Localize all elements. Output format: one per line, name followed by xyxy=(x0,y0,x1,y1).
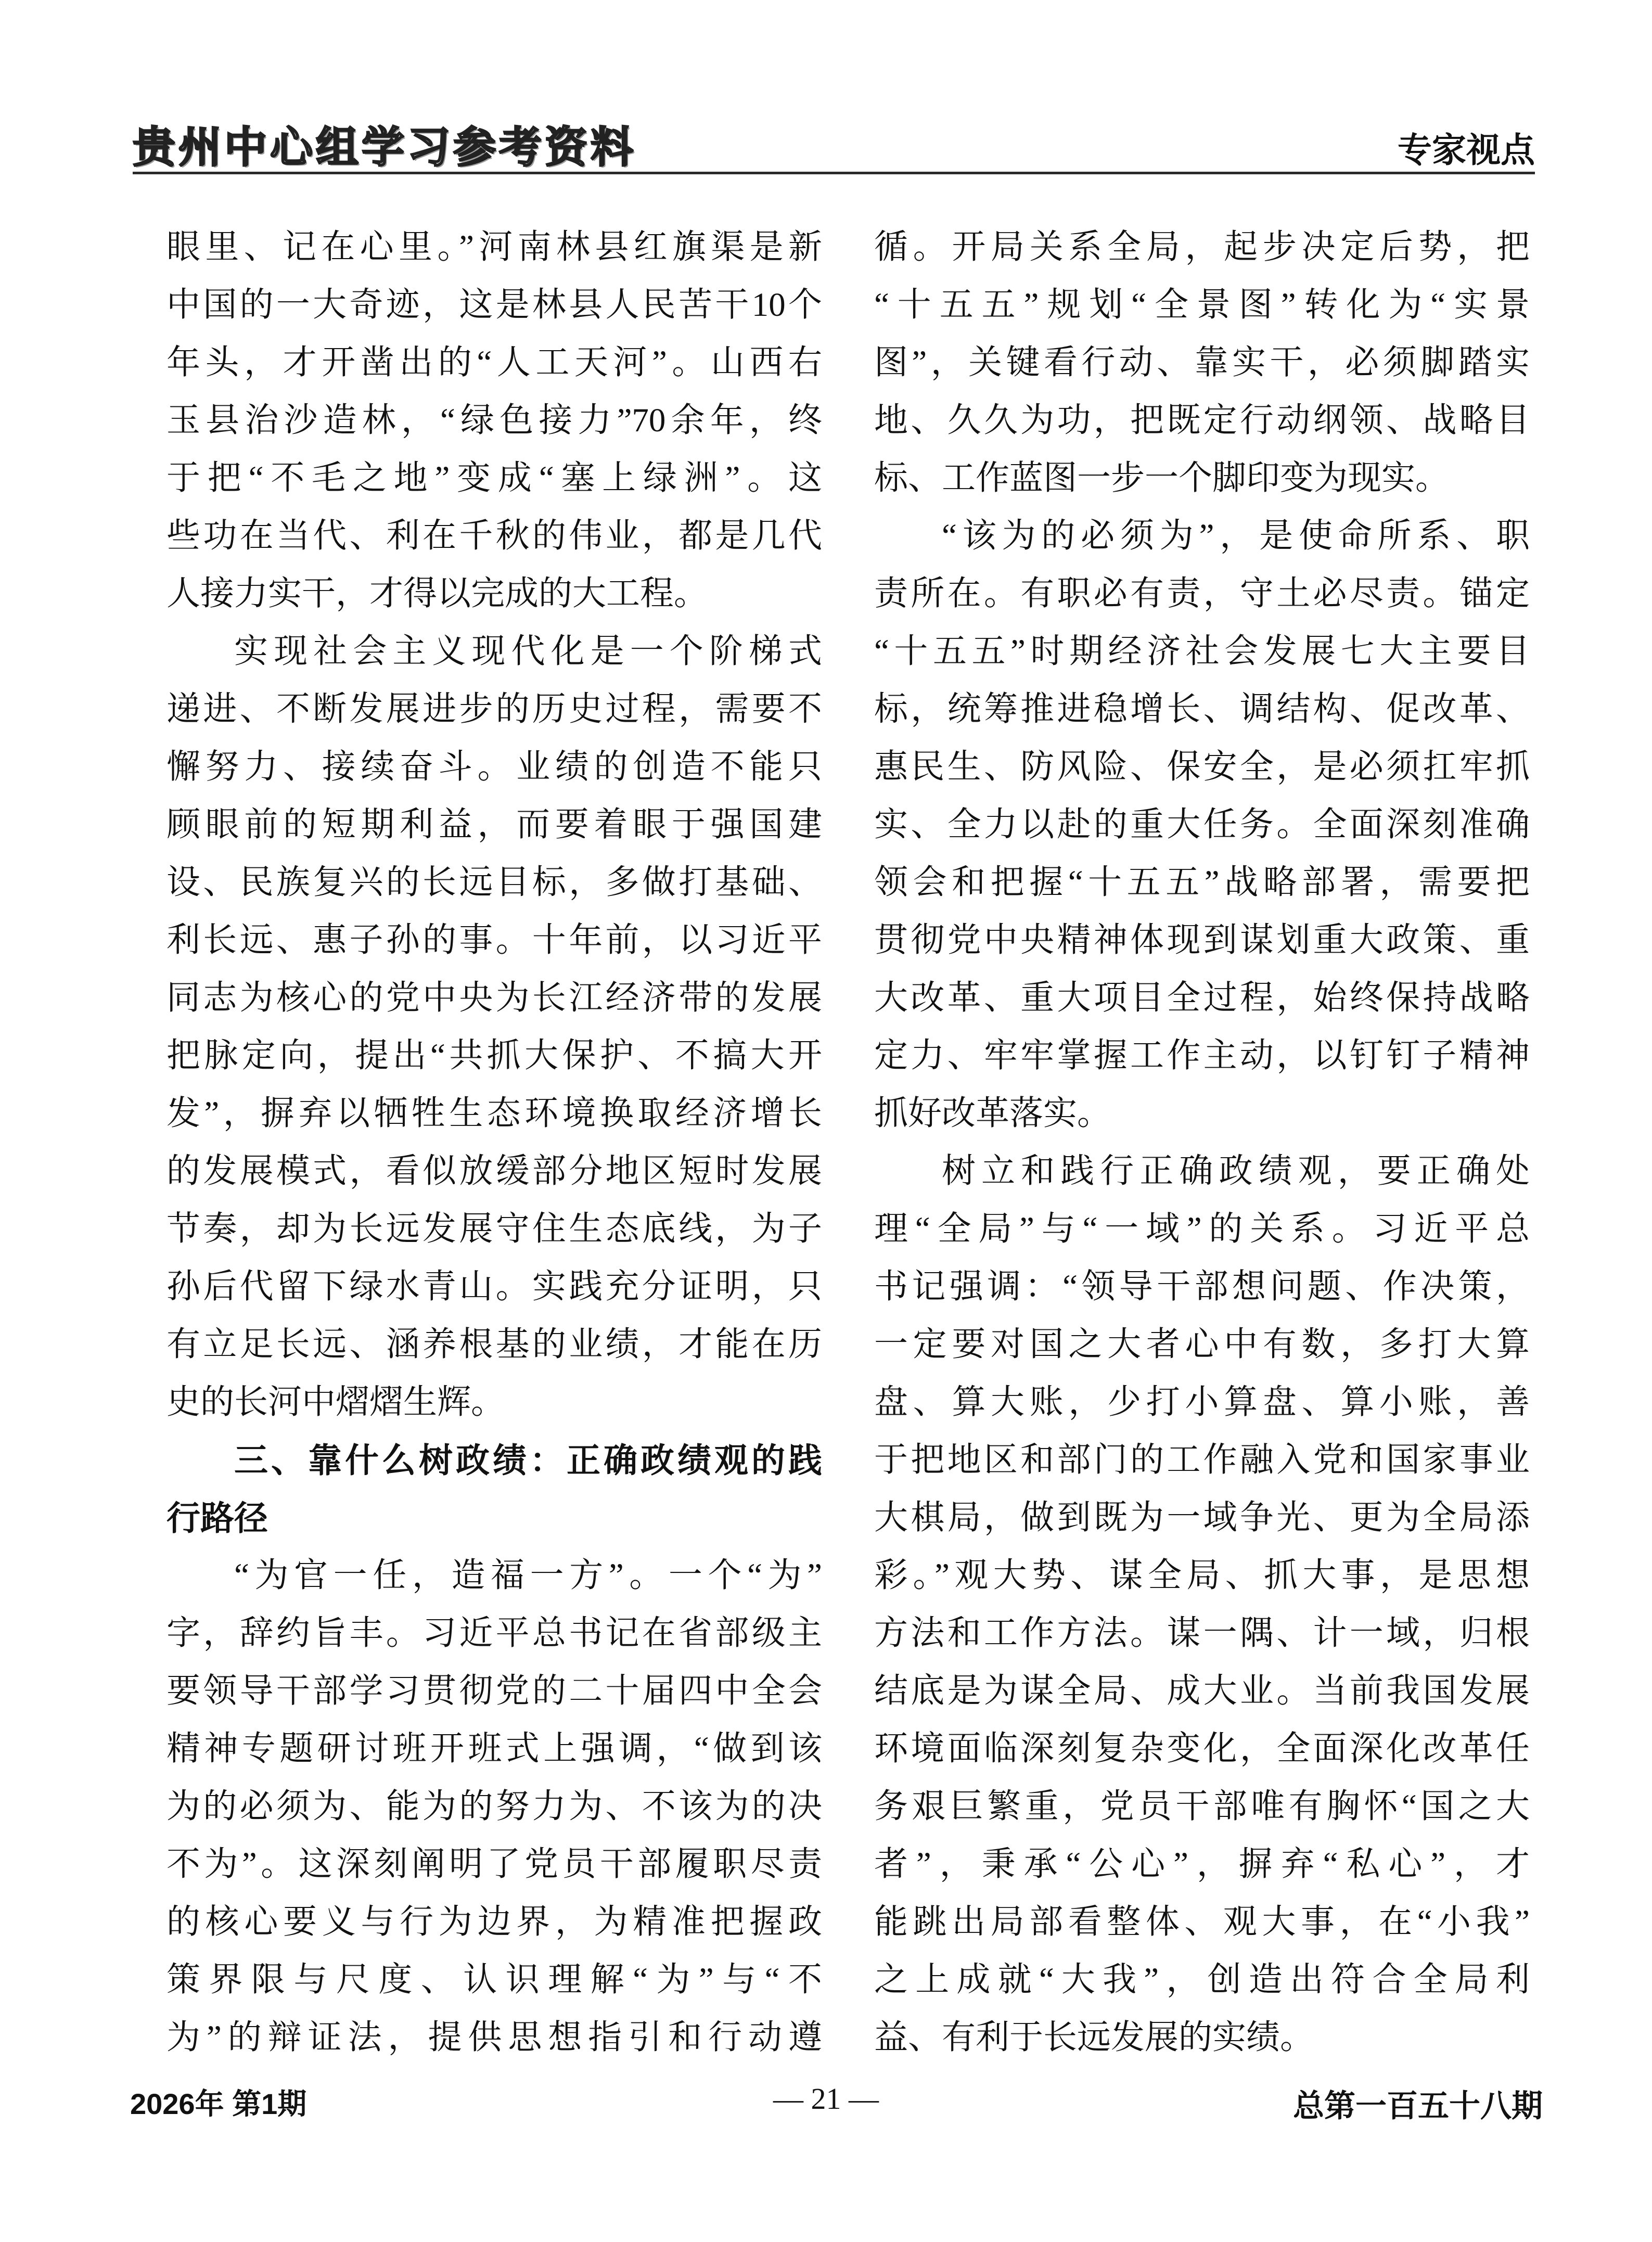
text-line: “十五五”规划“全景图”转化为“实景 xyxy=(874,286,1530,324)
text-line: 方法和工作方法。谋一隅、计一域，归根 xyxy=(874,1615,1530,1652)
text-line: 环境面临深刻复杂变化，全面深化改革任 xyxy=(874,1730,1530,1767)
text-line: 些功在当代、利在千秋的伟业，都是几代 xyxy=(167,517,822,555)
text-line: 实现社会主义现代化是一个阶梯式 xyxy=(234,633,822,670)
text-line: 领会和把握“十五五”战略部署，需要把 xyxy=(874,864,1530,901)
text-line: 标，统筹推进稳增长、调结构、促改革、 xyxy=(874,690,1530,728)
text-line: 责所在。有职必有责，守土必尽责。锚定 xyxy=(874,575,1530,612)
text-line: 为”的辩证法，提供思想指引和行动遵 xyxy=(167,2019,822,2056)
text-line: 盘、算大账，少打小算盘、算小账，善 xyxy=(874,1383,1530,1421)
text-line: 人接力实干，才得以完成的大工程。 xyxy=(167,575,708,612)
issue-label: 2026年 第1期 xyxy=(130,2087,307,2120)
text-line: 益、有利于长远发展的实绩。 xyxy=(874,2019,1314,2056)
text-line: 行路径 xyxy=(167,1499,268,1537)
text-line: 标、工作蓝图一步一个脚印变为现实。 xyxy=(874,459,1450,497)
text-line: 懈努力、接续奋斗。业绩的创造不能只 xyxy=(167,748,822,786)
left-column xyxy=(167,219,822,2067)
text-line: 能跳出局部看整体、观大事，在“小我” xyxy=(874,1903,1530,1941)
text-line: 一定要对国之大者心中有数，多打大算 xyxy=(874,1326,1530,1363)
publication-title: 贵州中心组学习参考资料 xyxy=(133,124,637,171)
text-line: 贯彻党中央精神体现到谋划重大政策、重 xyxy=(874,921,1530,959)
volume-label: 总第一百五十八期 xyxy=(1293,2089,1543,2123)
text-line: 图”，关键看行动、靠实干，必须脚踏实 xyxy=(874,344,1530,381)
text-line: 抓好改革落实。 xyxy=(874,1095,1111,1132)
text-line: 为的必须为、能为的努力为、不该为的决 xyxy=(167,1788,822,1825)
text-line: 节奏，却为长远发展守住生态底线，为子 xyxy=(167,1210,822,1248)
text-line: 要领导干部学习贯彻党的二十届四中全会 xyxy=(167,1672,822,1710)
text-line: 惠民生、防风险、保安全，是必须扛牢抓 xyxy=(874,748,1530,786)
text-line: 三、靠什么树政绩：正确政绩观的践 xyxy=(234,1441,822,1479)
text-line: 孙后代留下绿水青山。实践充分证明，只 xyxy=(167,1268,822,1305)
text-line: 眼里、记在心里。”河南林县红旗渠是新 xyxy=(167,228,822,266)
text-line: 字，辞约旨丰。习近平总书记在省部级主 xyxy=(167,1615,822,1652)
text-line: 于把地区和部门的工作融入党和国家事业 xyxy=(874,1441,1530,1479)
text-line: 中国的一大奇迹，这是林县人民苦干10个 xyxy=(167,286,822,324)
text-line: 发”，摒弃以牺牲生态环境换取经济增长 xyxy=(167,1095,822,1132)
text-line: 理“全局”与“一域”的关系。习近平总 xyxy=(874,1210,1530,1248)
text-line: 玉县治沙造林，“绿色接力”70余年，终 xyxy=(167,402,822,439)
text-line: 书记强调：“领导干部想问题、作决策， xyxy=(874,1268,1530,1305)
text-line: 利长远、惠子孙的事。十年前，以习近平 xyxy=(167,921,822,959)
text-line: 的发展模式，看似放缓部分地区短时发展 xyxy=(167,1152,822,1190)
text-line: 结底是为谋全局、成大业。当前我国发展 xyxy=(874,1672,1530,1710)
text-line: 树立和践行正确政绩观，要正确处 xyxy=(942,1152,1530,1190)
page-number: — 21 — xyxy=(773,2082,879,2116)
text-line: 顾眼前的短期利益，而要着眼于强国建 xyxy=(167,806,822,843)
text-line: 彩。”观大势、谋全局、抓大事，是思想 xyxy=(874,1557,1530,1594)
text-line: 实、全力以赴的重大任务。全面深刻准确 xyxy=(874,806,1530,843)
text-line: 的核心要义与行为边界，为精准把握政 xyxy=(167,1903,822,1941)
page-footer xyxy=(0,2081,1652,2123)
text-line: 定力、牢牢掌握工作主动，以钉钉子精神 xyxy=(874,1037,1530,1074)
text-line: “该为的必须为”，是使命所系、职 xyxy=(942,517,1530,555)
text-line: 史的长河中熠熠生辉。 xyxy=(167,1383,505,1421)
text-line: 设、民族复兴的长远目标，多做打基础、 xyxy=(167,864,822,901)
text-line: 大棋局，做到既为一域争光、更为全局添 xyxy=(874,1499,1530,1536)
text-line: 策界限与尺度、认识理解“为”与“不 xyxy=(167,1961,822,1998)
text-line: 大改革、重大项目全过程，始终保持战略 xyxy=(874,979,1530,1017)
text-line: 有立足长远、涵养根基的业绩，才能在历 xyxy=(167,1326,822,1363)
text-line: 者”，秉承“公心”，摒弃“私心”，才 xyxy=(874,1846,1530,1883)
text-line: “十五五”时期经济社会发展七大主要目 xyxy=(874,633,1530,670)
right-column xyxy=(874,219,1530,2067)
text-line: 循。开局关系全局，起步决定后势，把 xyxy=(874,228,1530,266)
text-line: 务艰巨繁重，党员干部唯有胸怀“国之大 xyxy=(874,1788,1530,1825)
header-rule xyxy=(133,172,1535,174)
text-line: 把脉定向，提出“共抓大保护、不搞大开 xyxy=(167,1037,822,1074)
text-line: 不为”。这深刻阐明了党员干部履职尽责 xyxy=(167,1846,822,1883)
text-line: 递进、不断发展进步的历史过程，需要不 xyxy=(167,690,822,728)
text-line: 同志为核心的党中央为长江经济带的发展 xyxy=(167,979,822,1017)
text-line: 之上成就“大我”，创造出符合全局利 xyxy=(874,1961,1530,1998)
text-line: 精神专题研讨班开班式上强调，“做到该 xyxy=(167,1730,822,1767)
text-line: 地、久久为功，把既定行动纲领、战略目 xyxy=(874,402,1530,439)
text-line: 于把“不毛之地”变成“塞上绿洲”。这 xyxy=(167,459,822,497)
page-header xyxy=(133,113,1535,174)
section-label: 专家视点 xyxy=(1398,131,1535,169)
text-line: “为官一任，造福一方”。一个“为” xyxy=(234,1557,822,1594)
article-body xyxy=(167,219,1530,2067)
text-line: 年头，才开凿出的“人工天河”。山西右 xyxy=(167,344,822,381)
